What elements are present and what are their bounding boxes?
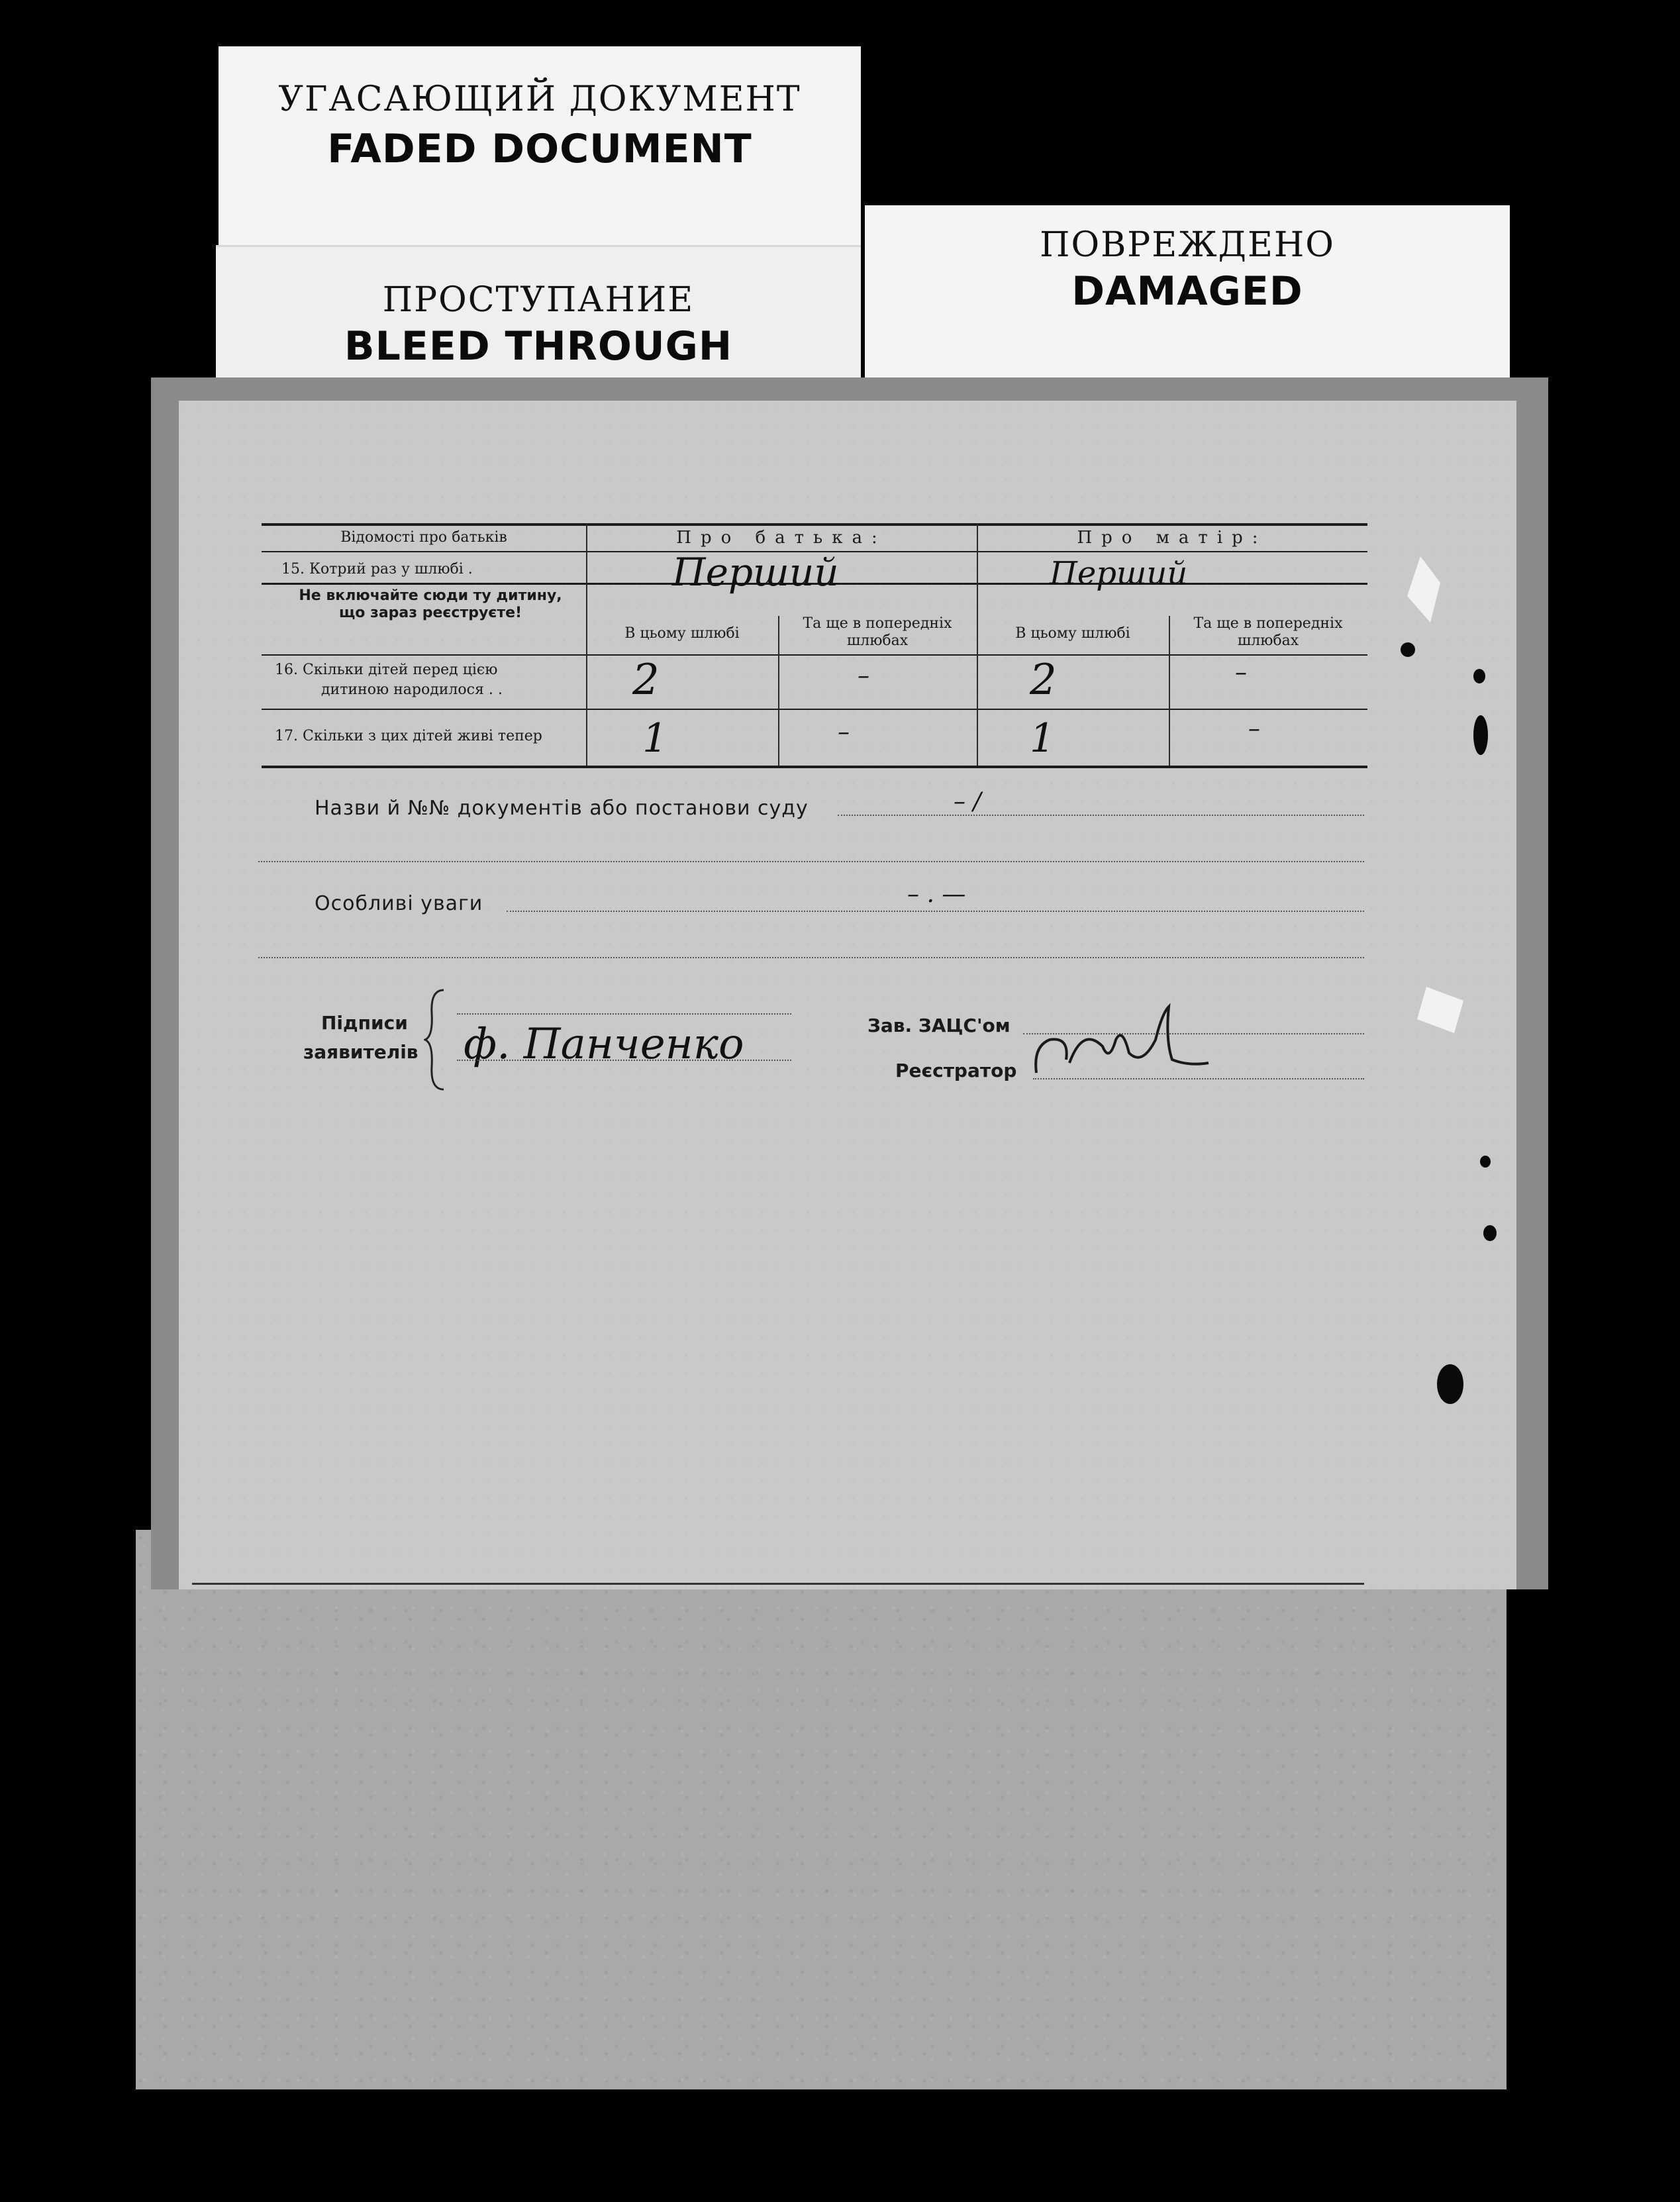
row16-mother-prev: –: [1235, 659, 1247, 686]
note-line2: що зараз реєструєте!: [338, 605, 522, 621]
faded-document-tag: [219, 46, 861, 258]
father-sub-prev-2: шлюбах: [846, 632, 909, 649]
faded-tag-en: FADED DOCUMENT: [327, 126, 752, 172]
faded-tag-ru: УГАСАЮЩИЙ ДОКУМЕНТ: [278, 79, 801, 119]
row17-mother-this: 1: [1030, 715, 1056, 762]
damage-hole: [1401, 642, 1415, 657]
damaged-tag-en: DAMAGED: [1071, 268, 1303, 315]
documents-label: Назви й №№ документів або постанови суду: [315, 797, 809, 820]
damaged-tag: [865, 205, 1510, 391]
cardboard-backing: [136, 1530, 1507, 2089]
father-sub-prev-1: Та ще в попередніх: [803, 615, 952, 632]
applicants-label-2: заявителів: [303, 1041, 419, 1063]
documents-line: [838, 815, 1364, 816]
documents-line-2: [258, 861, 1364, 862]
damage-hole: [1437, 1364, 1463, 1404]
notes-value: – . —: [907, 881, 966, 908]
damaged-tag-ru: ПОВРЕЖДЕНО: [1040, 225, 1335, 265]
head-label: Зав. ЗАЦС'ом: [867, 1015, 1011, 1036]
applicant-sig-line-top: [457, 1013, 791, 1015]
row17-label: 17. Скільки з цих дітей живі тепер: [275, 728, 542, 744]
mother-sub-prev-2: шлюбах: [1237, 632, 1299, 649]
registrar-label: Реєстратор: [895, 1060, 1017, 1081]
notes-line: [507, 911, 1364, 912]
bleed-through-tag: [216, 245, 861, 386]
mother-sub-this: В цьому шлюбі: [1015, 625, 1130, 642]
damage-hole: [1483, 1225, 1497, 1241]
row16-father-prev: –: [858, 662, 869, 689]
header-father: Про батька:: [676, 528, 887, 548]
mother-sub-prev-1: Та ще в попередніх: [1193, 615, 1343, 632]
registrar-signature: [1030, 1000, 1222, 1086]
notes-line-2: [258, 957, 1364, 958]
notes-label: Особливі уваги: [315, 892, 483, 915]
bleed-tag-ru: ПРОСТУПАНИЕ: [382, 280, 695, 320]
header-info: Відомості про батьків: [340, 529, 507, 546]
row16-mother-this: 2: [1030, 656, 1057, 705]
sheet-bottom-rule: [192, 1583, 1364, 1585]
row16-label-2: дитиною народилося . .: [321, 681, 503, 698]
row17-mother-prev: –: [1248, 715, 1260, 742]
damage-hole: [1473, 715, 1488, 755]
damage-hole: [1480, 1156, 1491, 1168]
documents-value: – /: [954, 788, 981, 815]
row16-father-this: 2: [632, 656, 660, 705]
applicants-label-1: Підписи: [321, 1012, 408, 1034]
signature-brace: [424, 987, 450, 1093]
damage-hole: [1473, 669, 1485, 683]
row15-label: 15. Котрий раз у шлюбі .: [281, 561, 473, 577]
applicant-signature: ф. Панченко: [464, 1020, 744, 1069]
note-line1: Не включайте сюди ту дитину,: [299, 587, 562, 604]
row16-label-1: 16. Скільки дітей перед цією: [275, 662, 498, 678]
row17-father-this: 1: [642, 715, 668, 762]
row17-father-prev: –: [838, 719, 850, 746]
bleed-tag-en: BLEED THROUGH: [344, 323, 733, 370]
header-mother: Про матір:: [1077, 528, 1267, 548]
applicant-sig-line: [457, 1060, 791, 1061]
father-sub-this: В цьому шлюбі: [624, 625, 740, 642]
form-sheet: [179, 401, 1516, 1589]
row15-mother-value: Перший: [1050, 555, 1188, 592]
row15-father-value: Перший: [672, 550, 839, 595]
